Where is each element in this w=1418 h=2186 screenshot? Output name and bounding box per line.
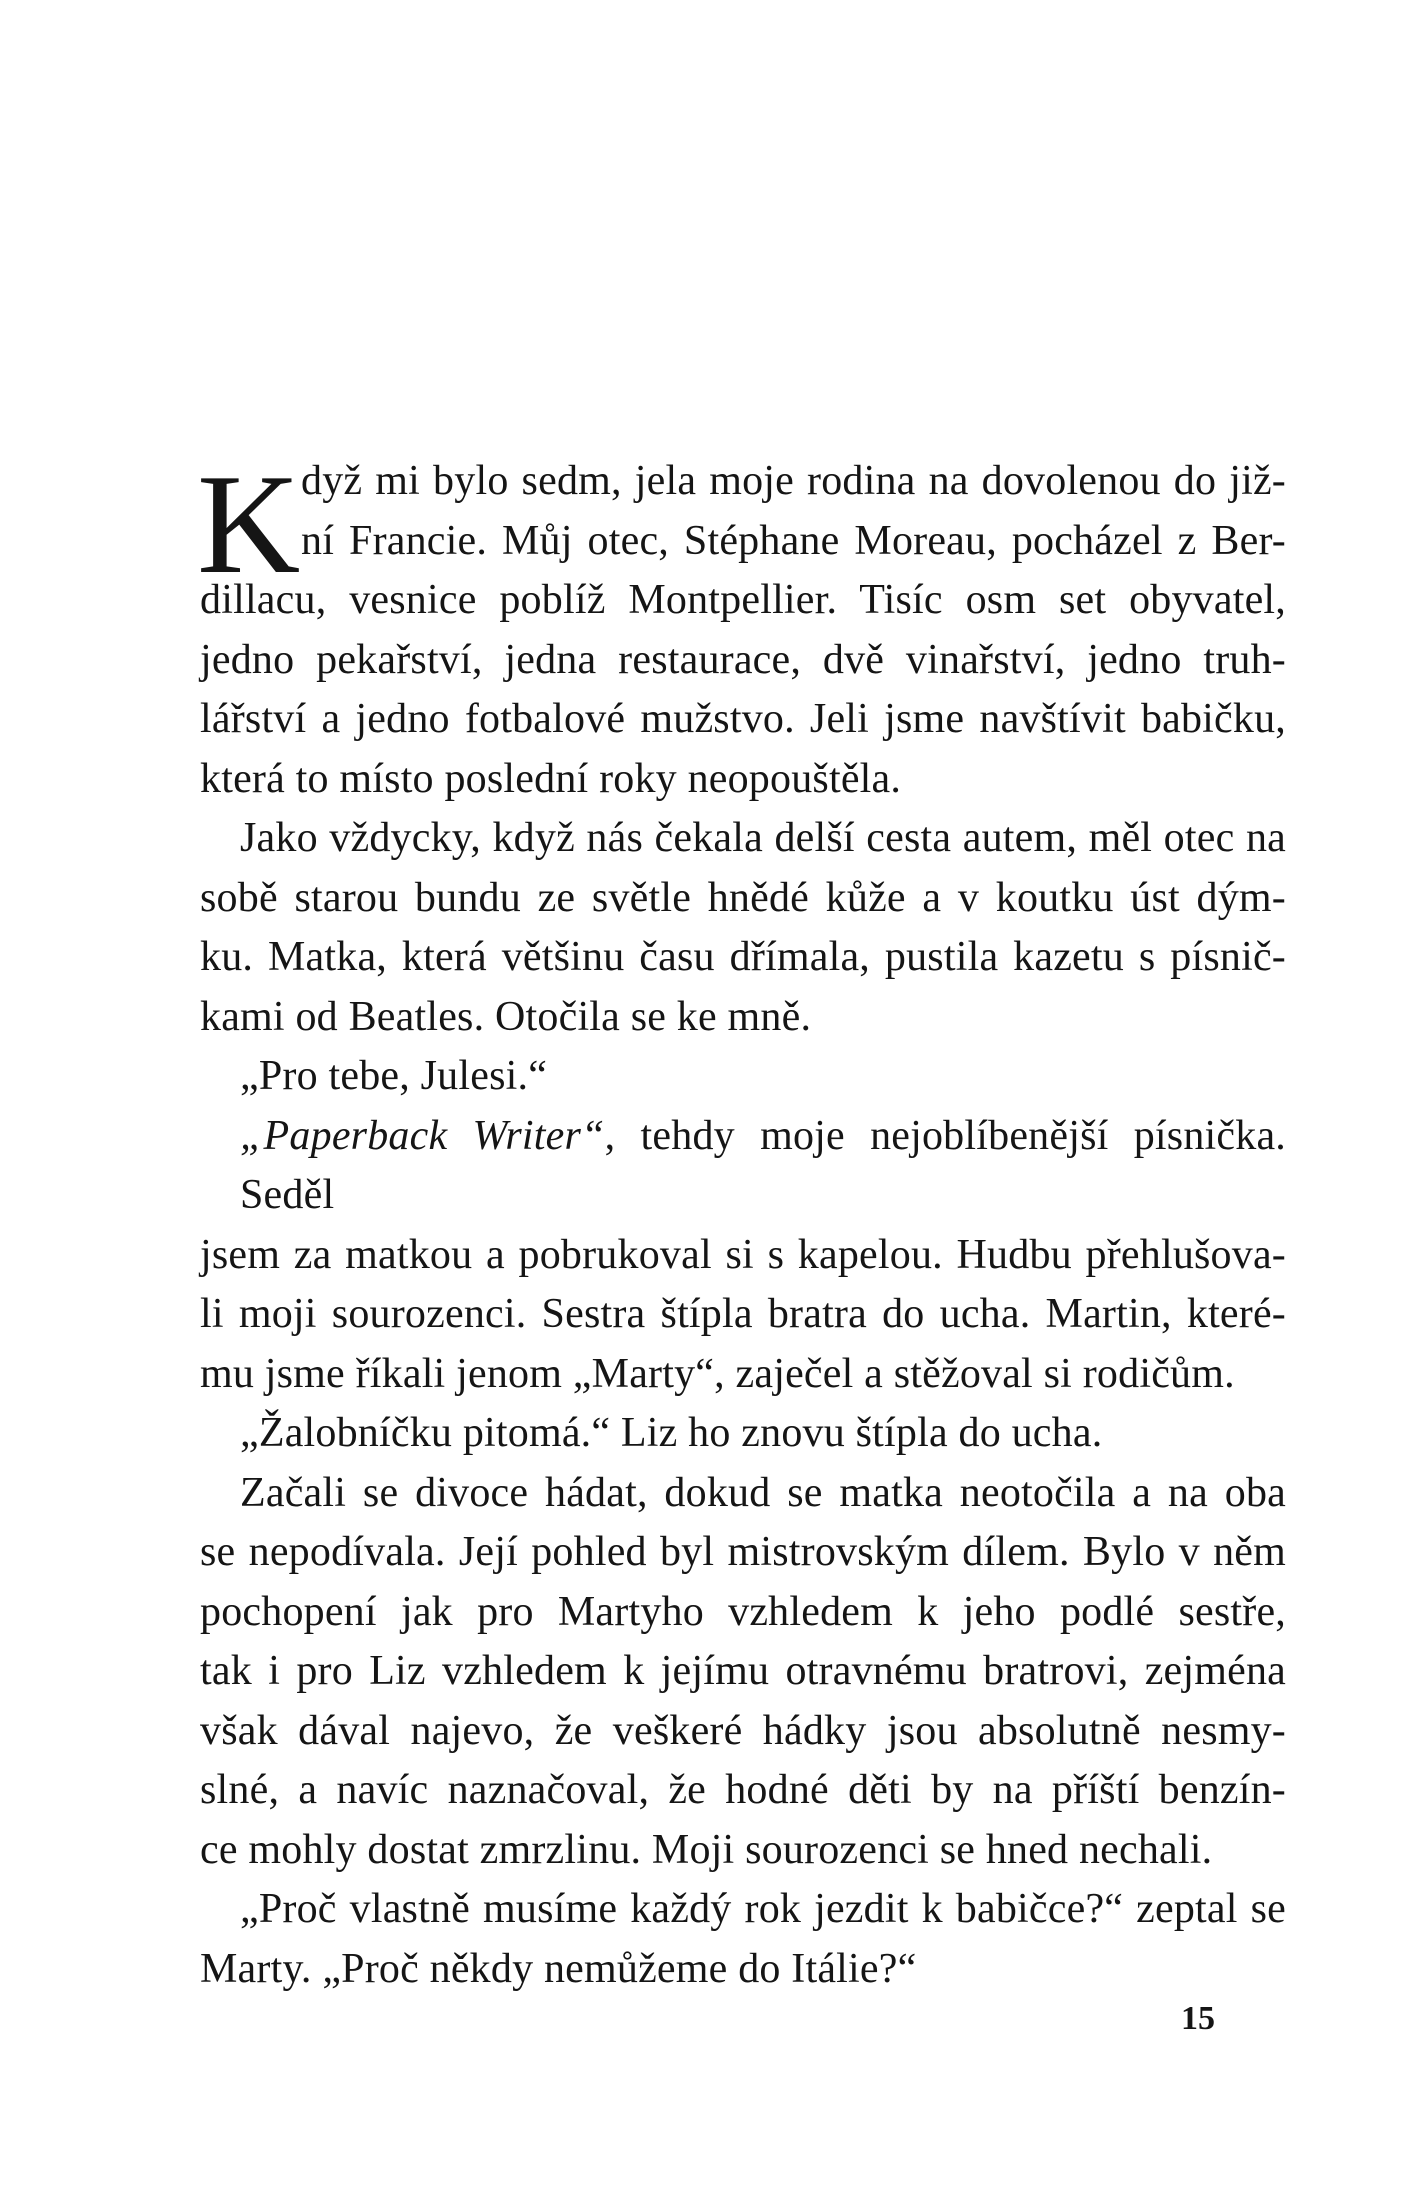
text-line: ku. Matka, která většinu času dřímala, pustila kazetu s písnič-	[200, 934, 1286, 980]
text-line: však dával najevo, že veškeré hádky jsou absolutně nesmy-	[200, 1707, 1286, 1754]
text-line: „Proč vlastně musíme každý rok jezdit k babičce?“ zeptal se	[240, 1886, 1286, 1932]
page-number: 15	[1181, 2000, 1215, 2037]
text-line: slné, a navíc naznačoval, že hodné děti by na příští benzín-	[200, 1767, 1286, 1813]
italic-song-title: „Paperback Writer“	[240, 1112, 605, 1159]
text-line: jedno pekařství, jedna restaurace, dvě vinařství, jedno truh-	[200, 636, 1286, 683]
text-block	[197, 445, 1286, 1999]
text-line: „Paperback Writer“, tehdy moje nejoblíbenější písnička. Seděl	[240, 1112, 1286, 1218]
text-line: „Žalobníčku pitomá.“ Liz ho znovu štípla do ucha.	[240, 1410, 1103, 1456]
text-line: pochopení jak pro Martyho vzhledem k jeho podlé sestře,	[200, 1588, 1286, 1635]
text-line: ce mohly dostat zmrzlinu. Moji sourozenci se hned nechali.	[200, 1826, 1213, 1873]
text-line: kami od Beatles. Otočila se ke mně.	[200, 993, 812, 1040]
text-line: dyž mi bylo sedm, jela moje rodina na dovolenou do již-	[301, 458, 1286, 504]
drop-cap: K	[197, 445, 301, 603]
text-line: „Pro tebe, Julesi.“	[240, 1053, 548, 1099]
text-line: se nepodívala. Její pohled byl mistrovským dílem. Bylo v něm	[200, 1529, 1286, 1575]
text-line: která to místo poslední roky neopouštěla.	[200, 755, 902, 802]
paragraph-lines	[200, 452, 1286, 1999]
text-line: jsem za matkou a pobrukoval si s kapelou. Hudbu přehlušova-	[200, 1231, 1286, 1278]
text-line: Začali se divoce hádat, dokud se matka neotočila a na oba	[240, 1469, 1286, 1516]
text-line: Jako vždycky, když nás čekala delší cesta autem, měl otec na	[240, 815, 1286, 861]
text-line: ní Francie. Můj otec, Stéphane Moreau, pocházel z Ber-	[301, 517, 1286, 564]
text-line: lářství a jedno fotbalové mužstvo. Jeli jsme navštívit babičku,	[200, 696, 1286, 742]
text-line: dillacu, vesnice poblíž Montpellier. Tisíc osm set obyvatel,	[200, 577, 1286, 623]
text-line: mu jsme říkali jenom „Marty“, zaječel a stěžoval si rodičům.	[200, 1350, 1235, 1397]
text-line: tak i pro Liz vzhledem k jejímu otravnému bratrovi, zejména	[200, 1648, 1286, 1694]
text-line: li moji sourozenci. Sestra štípla bratra do ucha. Martin, které-	[200, 1291, 1286, 1337]
text-line: sobě starou bundu ze světle hnědé kůže a v koutku úst dým-	[200, 874, 1286, 921]
text-line: Marty. „Proč někdy nemůžeme do Itálie?“	[200, 1945, 917, 1992]
